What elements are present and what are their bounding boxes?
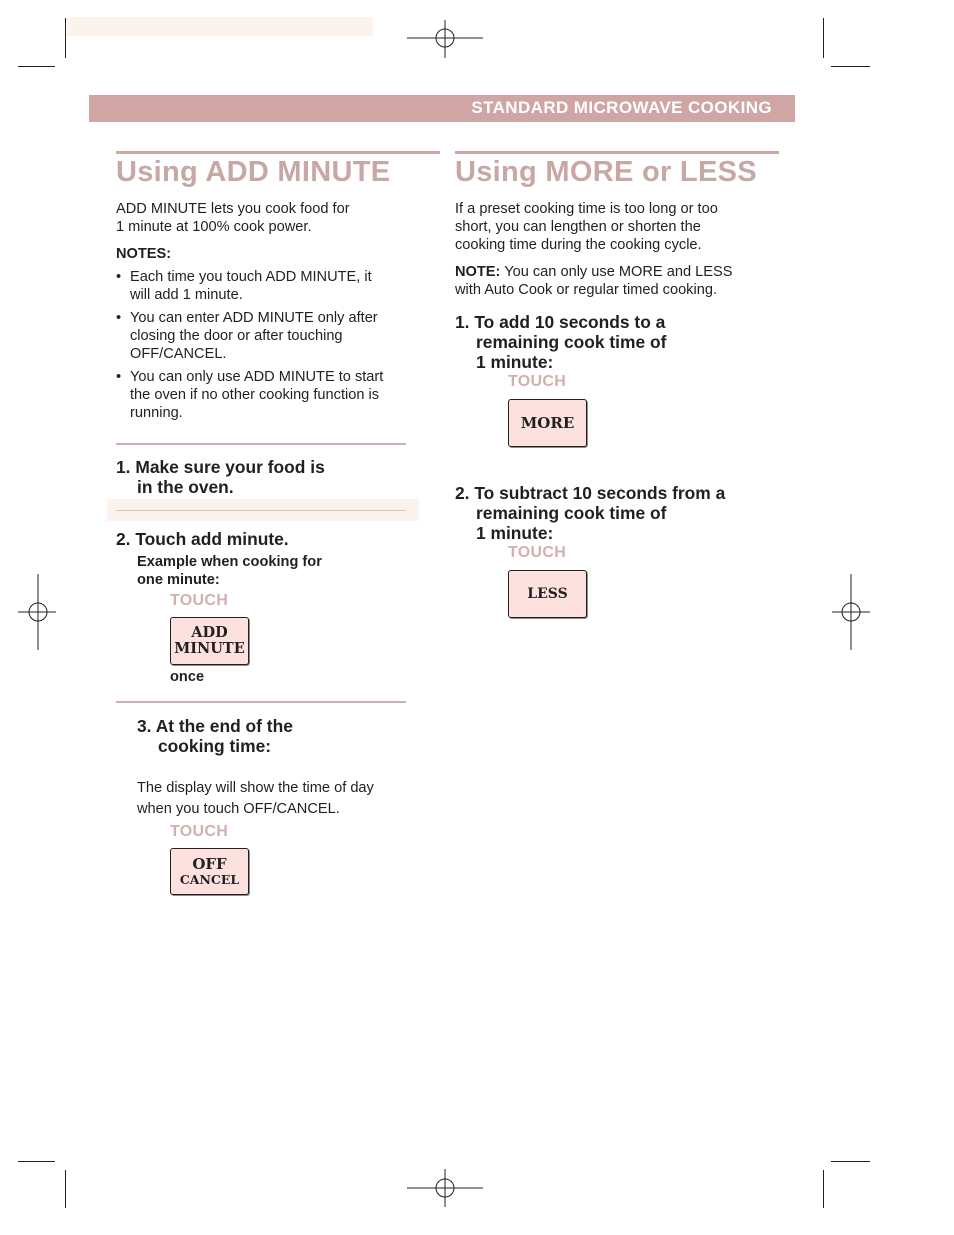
- notes-label: NOTES:: [116, 246, 172, 262]
- less-button[interactable]: LESS: [508, 570, 587, 618]
- bullet-icon: •: [116, 310, 122, 326]
- off-cancel-button[interactable]: OFF CANCEL: [170, 848, 249, 895]
- notes-list: [116, 268, 416, 427]
- more-less-intro: If a preset cooking time is too long or too short, you can lengthen or shorten the cooking time during the cooking cycle.: [455, 201, 718, 253]
- registration-mark-icon: [18, 573, 58, 651]
- list-item: • Each time you touch ADD MINUTE, it will add 1 minute.: [116, 269, 372, 303]
- bullet-icon: •: [116, 269, 122, 285]
- registration-mark-icon: [405, 1168, 485, 1208]
- list-item: • You can only use ADD MINUTE to start the oven if no other cooking function is running.: [116, 369, 384, 421]
- touch-label: TOUCH: [508, 544, 567, 561]
- example-text: Example when cooking for one minute:: [137, 554, 322, 588]
- add-minute-title: Using ADD MINUTE: [116, 156, 391, 188]
- display-description: The display will show the time of day when you touch OFF/CANCEL.: [137, 780, 374, 817]
- title-rule-left: [116, 151, 440, 154]
- more-less-title: Using MORE or LESS: [455, 156, 757, 188]
- add-minute-step-1: 1. Make sure your food is in the oven.: [116, 457, 325, 497]
- add-minute-step-2: 2. Touch add minute.: [116, 529, 289, 549]
- touch-label: TOUCH: [170, 823, 229, 840]
- divider: [116, 443, 406, 445]
- more-step-1: 1. To add 10 seconds to a remaining cook time of 1 minute:: [455, 312, 667, 372]
- top-tint-strip: [67, 17, 373, 36]
- section-header-bar: [89, 95, 795, 122]
- divider: [116, 510, 406, 511]
- touch-label: TOUCH: [508, 373, 567, 390]
- bullet-icon: •: [116, 369, 122, 385]
- more-less-note: NOTE: You can only use MORE and LESS with Auto Cook or regular timed cooking.: [455, 264, 733, 298]
- section-header-title: STANDARD MICROWAVE COOKING: [471, 98, 772, 117]
- more-button[interactable]: MORE: [508, 399, 587, 447]
- once-label: once: [170, 669, 205, 685]
- title-rule-right: [455, 151, 779, 154]
- list-item: • You can enter ADD MINUTE only after closing the door or after touching OFF/CANCEL.: [116, 310, 378, 362]
- registration-mark-icon: [831, 573, 871, 651]
- add-minute-button[interactable]: ADD MINUTE: [170, 617, 249, 665]
- less-step-2: 2. To subtract 10 seconds from a remaining cook time of 1 minute:: [455, 483, 726, 543]
- touch-label: TOUCH: [170, 592, 229, 609]
- divider: [116, 701, 406, 703]
- registration-mark-icon: [405, 19, 485, 59]
- add-minute-intro: ADD MINUTE lets you cook food for 1 minute at 100% cook power.: [116, 201, 350, 235]
- add-minute-step-3: 3. At the end of the cooking time:: [137, 716, 293, 756]
